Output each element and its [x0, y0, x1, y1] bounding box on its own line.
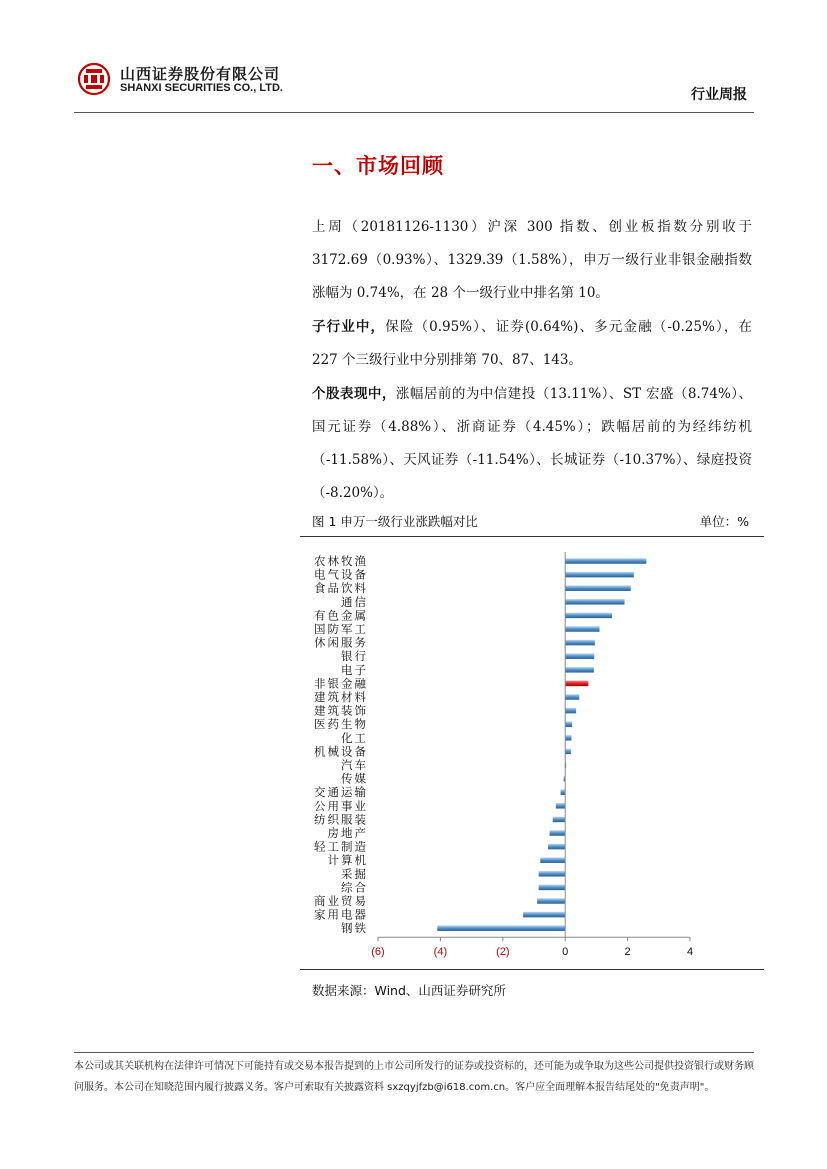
- chart-category-label: 房地产: [327, 826, 368, 840]
- header-divider: [74, 112, 754, 113]
- chart-bar: [565, 735, 571, 741]
- chart-bar: [565, 640, 595, 646]
- chart-bar: [550, 830, 566, 836]
- disclaimer: 本公司或其关联机构在法律许可情况下可能持有或交易本报告提到的上市公司所发行的证券或投资标的，还可能为或争取为这些公司提供投资银行或财务顾问服务。本公司在知晓范围内履行披露义务。客户可索取有关披露资料 sxzqyjfzb@i618.com.cn。客户应全面理解本报告结尾处的"免责声明"。: [74, 1061, 754, 1093]
- shanxi-securities-logo-icon: [77, 62, 111, 96]
- chart-bar: [565, 585, 631, 591]
- chart-category-label: 国防军工: [314, 622, 368, 636]
- chart-category-label: 医药生物: [314, 717, 368, 732]
- chart-bar: [565, 558, 646, 564]
- paragraph-lead: 子行业中，: [312, 319, 386, 335]
- chart-bar: [565, 613, 612, 619]
- chart-category-label: 农林牧渔: [314, 554, 368, 568]
- chart-bar: [548, 844, 565, 850]
- chart-category-label: 钢铁: [341, 921, 368, 936]
- chart-bar: [561, 789, 566, 795]
- chart-category-label: 轻工制造: [314, 839, 368, 854]
- chart-bar: [565, 653, 594, 659]
- chart-category-label: 建筑材料: [314, 690, 368, 704]
- chart-category-label: 商业贸易: [314, 894, 368, 908]
- chart-category-label: 交通运输: [314, 785, 368, 800]
- chart-bar: [565, 749, 571, 755]
- chart-category-label: 建筑装饰: [314, 703, 368, 718]
- chart-bar: [565, 708, 576, 714]
- chart-category-label: 有色金属: [314, 608, 368, 623]
- figure-caption: 图 1 申万一级行业涨跌幅对比: [312, 514, 478, 529]
- chart-tick-label: 4: [686, 946, 694, 959]
- paragraph-market-review: 上周（20181126-1130）沪深 300 指数、创业板指数分别收于 3172.69（0.93%）、1329.39（1.58%），申万一级行业非银金融指数涨幅为 0.74%，在 28 个一级行业中排名第 10。: [312, 219, 752, 301]
- chart-bars: [437, 558, 646, 931]
- chart-category-label: 综合: [341, 880, 368, 895]
- chart-category-label: 机械设备: [314, 744, 368, 759]
- industry-change-bar-chart: [300, 540, 764, 968]
- chart-category-label: 银行: [341, 649, 368, 664]
- figure-bottom-rule: [300, 969, 764, 970]
- chart-tick-label: 0: [562, 946, 569, 959]
- chart-category-label: 传媒: [341, 771, 368, 786]
- chart-category-label: 休闲服务: [314, 635, 368, 650]
- chart-tick-label: (6): [371, 946, 385, 959]
- chart-bar: [537, 898, 565, 904]
- chart-category-label: 采掘: [341, 866, 368, 881]
- figure-unit: 单位：%: [699, 514, 749, 529]
- chart-category-label: 汽车: [341, 758, 368, 772]
- chart-category-label: 公用事业: [314, 798, 368, 813]
- chart-category-label: 纺织服装: [314, 812, 368, 827]
- section-title: 一、市场回顾: [312, 154, 444, 178]
- chart-tick-label: (2): [496, 946, 510, 959]
- chart-tick-label: (4): [433, 946, 448, 959]
- chart-bar: [565, 599, 624, 605]
- chart-category-labels: [314, 554, 368, 935]
- chart-category-label: 食品饮料: [314, 581, 368, 596]
- chart-category-label: 电气设备: [314, 567, 368, 582]
- chart-bar: [540, 857, 565, 863]
- paragraph-lead: 个股表现中，: [312, 386, 396, 402]
- chart-tick-label: 2: [624, 946, 631, 959]
- figure-source: 数据来源：Wind、山西证券研究所: [312, 983, 506, 998]
- chart-bar: [565, 694, 579, 700]
- chart-bar: [437, 925, 565, 931]
- paragraph-text: 涨幅居前的为中信建投（13.11%）、ST 宏盛（8.74%）、国元证券（4.88%）、浙商证券（4.45%）；跌幅居前的为经纬纺机（-11.58%）、天风证券（-11.54%）、长城证券（-10.37%）、绿庭投资（-8.20%）。: [312, 386, 752, 501]
- paragraph-sub-industry: [312, 311, 752, 377]
- chart-category-label: 计算机: [327, 853, 368, 868]
- figure-top-rule: [300, 536, 764, 537]
- chart-bar: [565, 626, 599, 632]
- report-type: 行业周报: [691, 87, 747, 103]
- footer-divider: [74, 1052, 754, 1053]
- chart-bar: [539, 871, 566, 877]
- chart-category-label: 非银金融: [314, 676, 368, 691]
- paragraph-text: 保险（0.95%）、证券(0.64%)、多元金融（-0.25%），在 227 个三级行业中分别排第 70、87、143。: [312, 319, 752, 368]
- company-name-en: SHANXI SECURITIES CO., LTD.: [120, 82, 283, 94]
- company-name-cn: 山西证券股份有限公司: [120, 65, 281, 83]
- chart-bar: [553, 817, 565, 823]
- chart-bar: [565, 572, 634, 578]
- chart-bar: [556, 803, 565, 809]
- chart-bar: [565, 681, 588, 687]
- chart-category-label: 化工: [341, 730, 368, 745]
- chart-category-label: 通信: [341, 594, 368, 609]
- chart-bar: [565, 667, 594, 673]
- paragraph-stocks: [312, 378, 752, 510]
- chart-bar: [539, 885, 566, 891]
- chart-category-label: 家用电器: [314, 907, 368, 922]
- chart-bar: [565, 721, 572, 727]
- chart-bar: [523, 912, 565, 918]
- chart-x-ticks: [371, 937, 693, 958]
- chart-category-label: 电子: [341, 662, 368, 677]
